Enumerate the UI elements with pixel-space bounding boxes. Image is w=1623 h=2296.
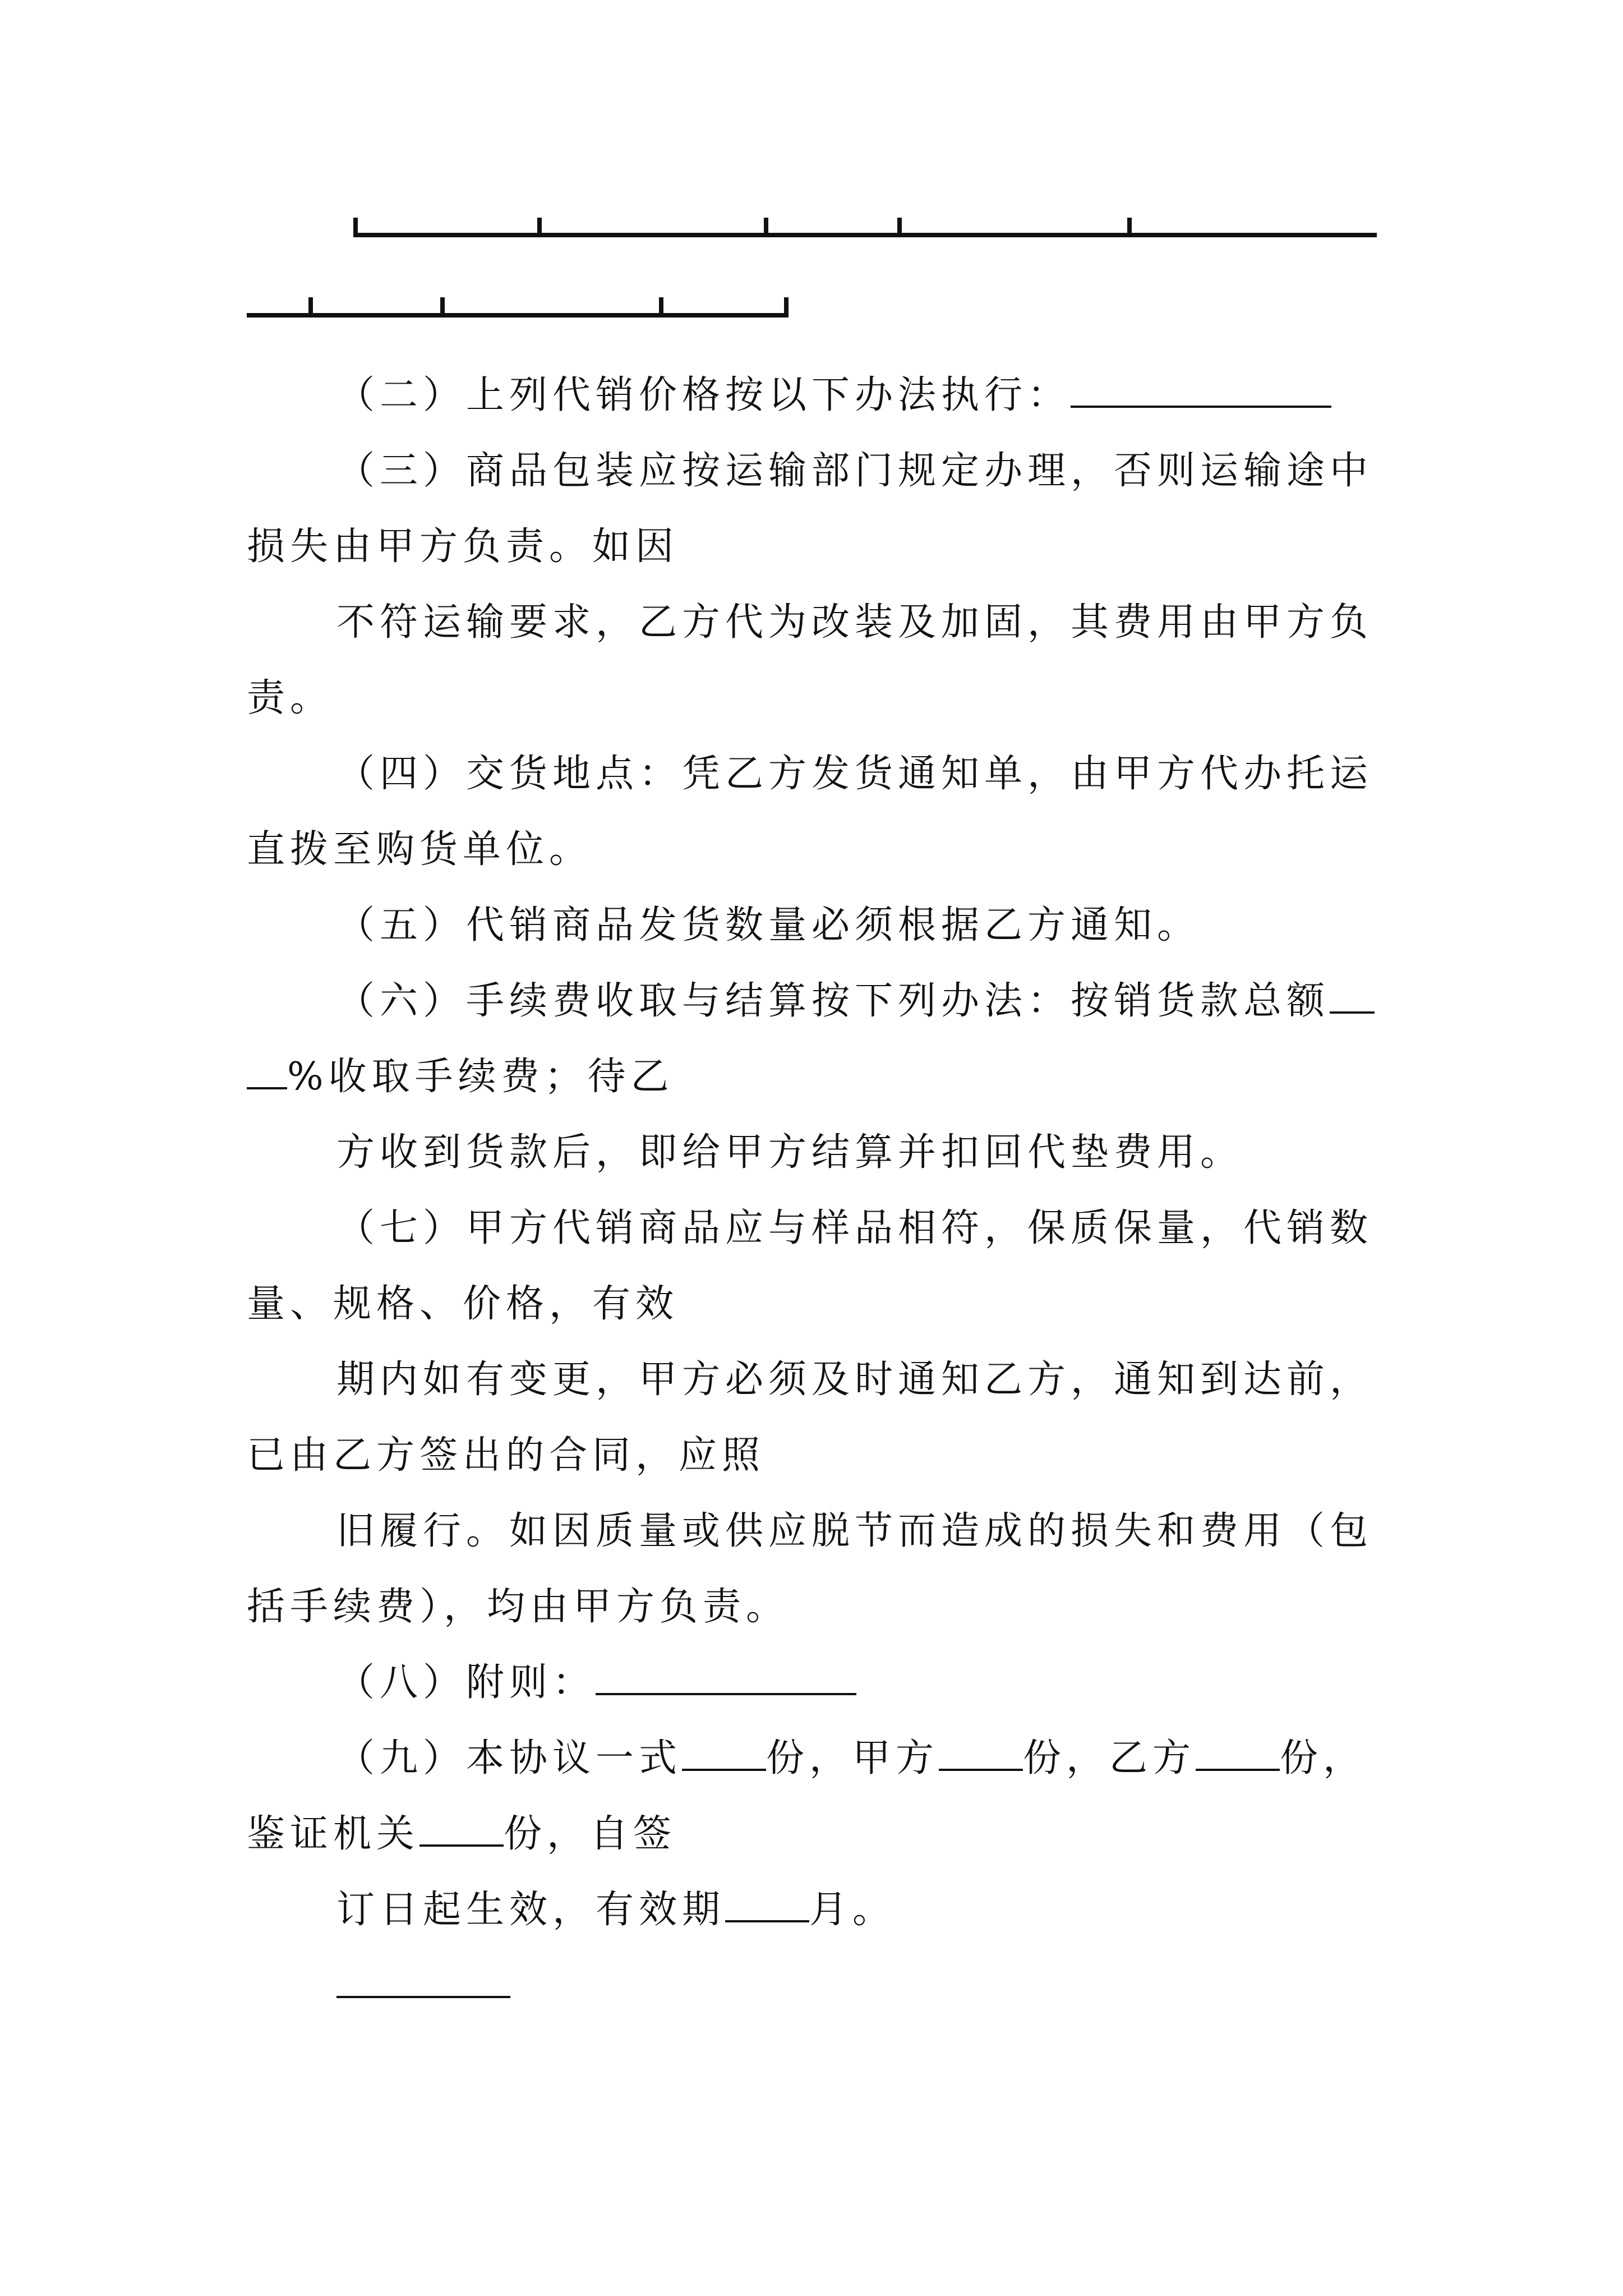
clause-3-line-4: 责。 — [247, 676, 334, 720]
clause-9-text: 月。 — [809, 1888, 896, 1932]
clause-9-text: （九）本协议一式 — [336, 1736, 683, 1780]
clause-2 — [336, 373, 1331, 418]
clause-9-line-3 — [336, 1888, 896, 1932]
clause-9-line-2 — [247, 1812, 676, 1857]
clause-6-text-2: %收取手续费；待乙 — [287, 1055, 674, 1099]
clause-2-text: （二）上列代销价格按以下办法执行： — [336, 373, 1071, 417]
clause-3-line-3: 不符运输要求，乙方代为改装及加固，其费用由甲方负 — [336, 600, 1373, 645]
clause-3-line-2: 损失由甲方负责。如因 — [247, 524, 679, 569]
clause-6-text: （六）手续费收取与结算按下列办法：按销货款总额 — [336, 979, 1330, 1023]
clause-3-line-1: （三）商品包装应按运输部门规定办理，否则运输途中 — [336, 449, 1373, 493]
clause-7-line-5: 旧履行。如因质量或供应脱节而造成的损失和费用（包 — [336, 1509, 1373, 1553]
blank-field — [336, 1963, 510, 1998]
clause-9-text: 份， — [1280, 1736, 1367, 1780]
clause-9-text: 鉴证机关 — [247, 1812, 420, 1856]
clause-8-text: （八）附则： — [336, 1660, 596, 1705]
blank-field — [1196, 1736, 1280, 1771]
blank-field — [419, 1812, 504, 1847]
clause-6-line-1 — [336, 979, 1375, 1024]
clause-7-line-1: （七）甲方代销商品应与样品相符，保质保量，代销数 — [336, 1206, 1373, 1250]
clause-9-line-1 — [336, 1736, 1366, 1781]
clause-9-text: 份，自签 — [504, 1812, 677, 1856]
clause-4-line-2: 直拨至购货单位。 — [247, 827, 593, 872]
clause-7-line-6: 括手续费），均由甲方负责。 — [247, 1585, 790, 1629]
clause-8 — [336, 1660, 856, 1705]
blank-field — [682, 1736, 766, 1771]
clause-6-line-2 — [247, 1055, 674, 1099]
blank-field — [596, 1660, 856, 1695]
party-a-signature — [336, 1963, 510, 2008]
blank-field — [1071, 373, 1331, 408]
clause-9-text: 份，甲方 — [766, 1736, 939, 1780]
clause-9-text: 订日起生效，有效期 — [336, 1888, 726, 1932]
clause-4-line-1: （四）交货地点：凭乙方发货通知单，由甲方代办托运 — [336, 752, 1373, 796]
clause-7-line-3: 期内如有变更，甲方必须及时通知乙方，通知到达前， — [336, 1358, 1373, 1402]
clause-7-line-2: 量、规格、价格，有效 — [247, 1282, 679, 1326]
clause-6-line-3: 方收到货款后，即给甲方结算并扣回代垫费用。 — [336, 1130, 1244, 1175]
blank-field — [1330, 979, 1375, 1014]
blank-field — [725, 1888, 809, 1922]
clause-9-text: 份，乙方 — [1023, 1736, 1196, 1780]
blank-field — [247, 1055, 287, 1089]
clause-7-line-4: 已由乙方签出的合同，应照 — [247, 1433, 766, 1478]
blank-field — [939, 1736, 1023, 1771]
clause-5: （五）代销商品发货数量必须根据乙方通知。 — [336, 903, 1201, 947]
